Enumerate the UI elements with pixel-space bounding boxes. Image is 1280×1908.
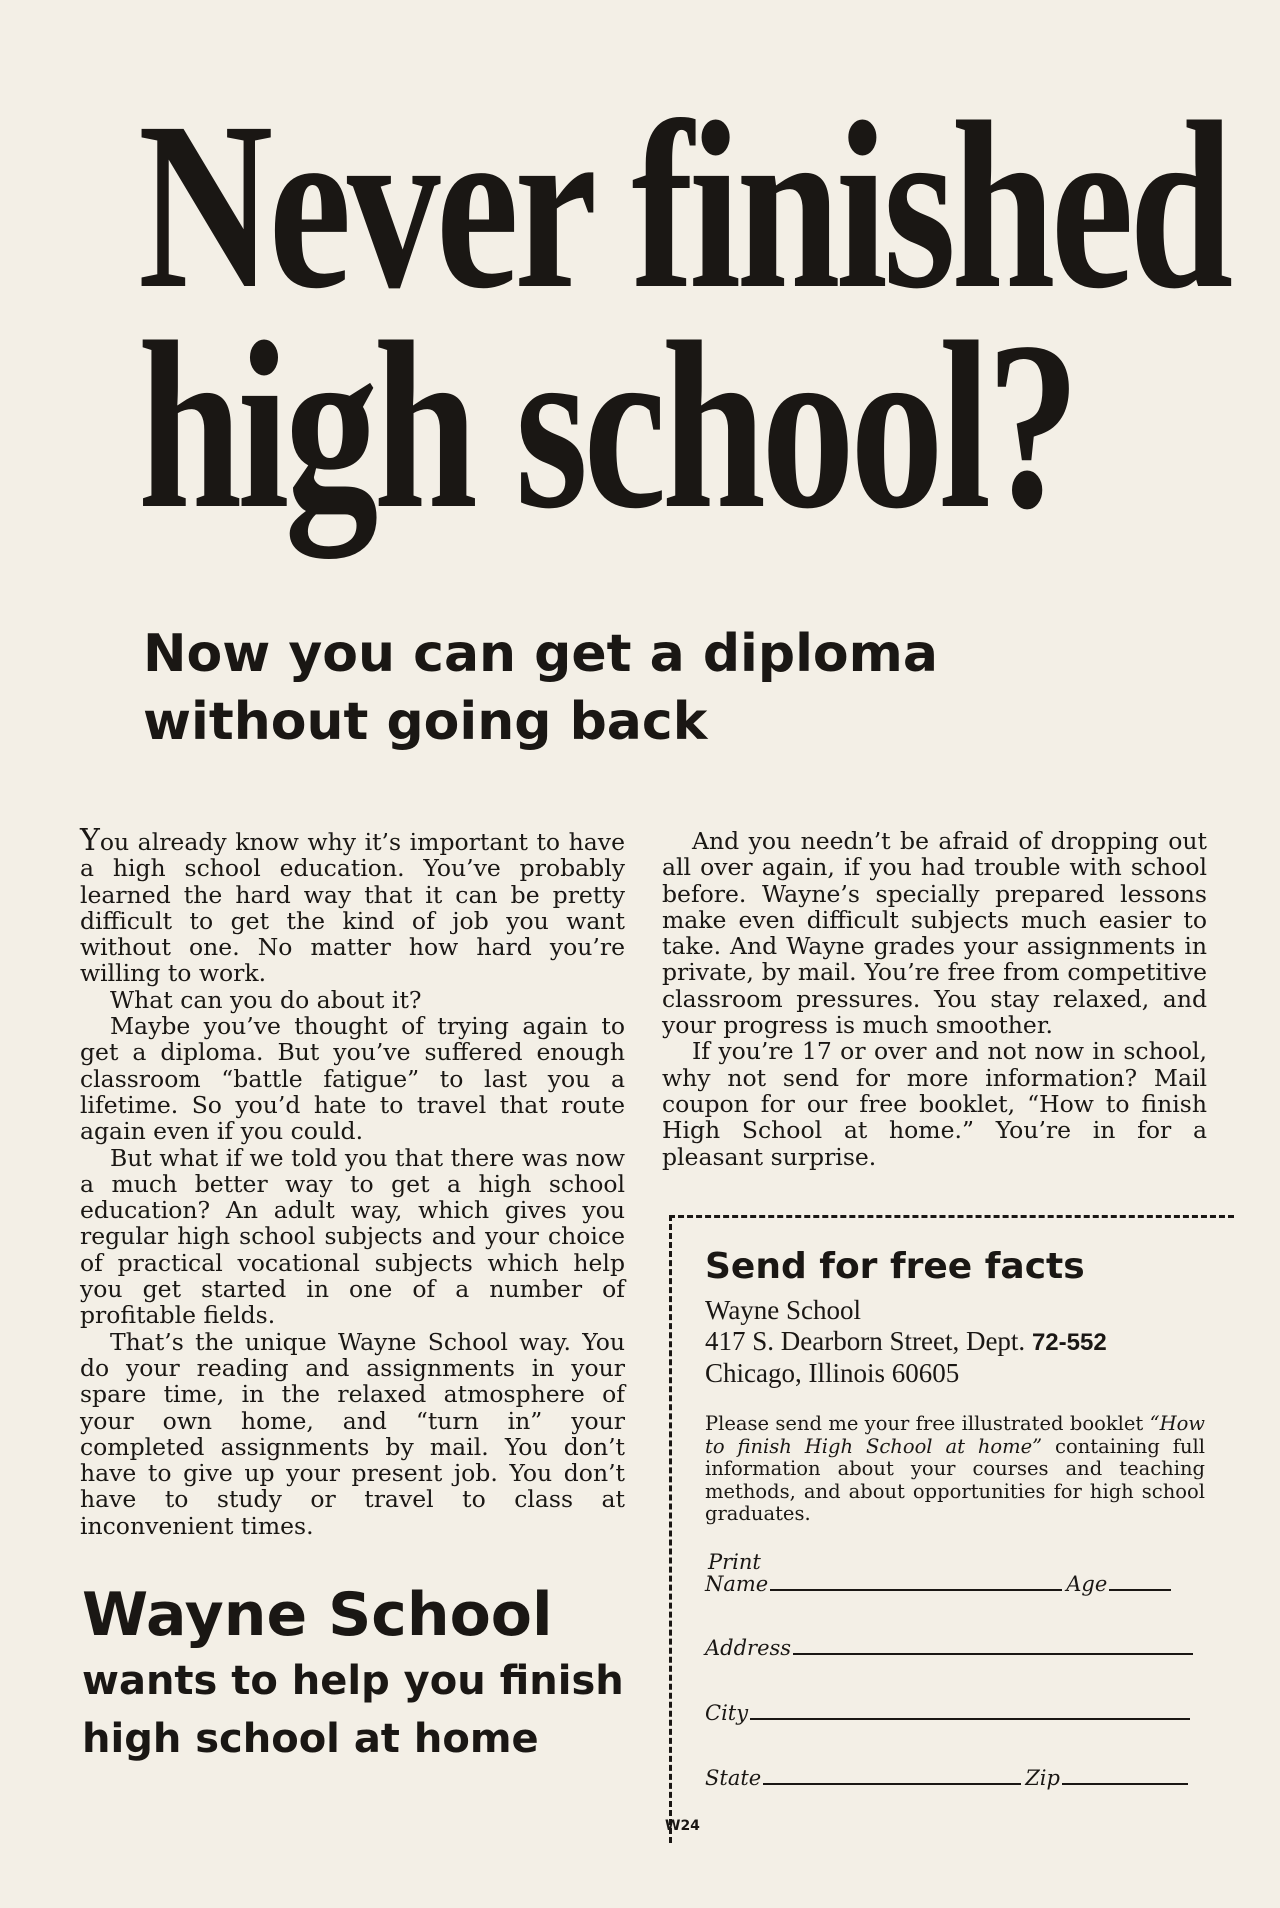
brand-name: Wayne School: [82, 1580, 553, 1650]
age-label: Age: [1066, 1572, 1108, 1596]
state-zip-row: [705, 1767, 1205, 1789]
dept-number: 72-552: [1031, 1329, 1107, 1356]
body-paragraph: Maybe you’ve thought of trying again to get a diploma. But you’ve suffered enough classroom “battle fatigue” to last you a lifetime. So you’d hate to travel that route again even if you could.: [80, 1012, 625, 1146]
address-line-2: [705, 1326, 1205, 1358]
body-paragraph: That’s the unique Wayne School way. You do your reading and assignments in your spare time, in the relaxed atmosphere of your own home, and “turn in” your completed assignments by mail. You don’t have to give up your present job. You don’t have to study or travel to class at inconvenient times.: [80, 1327, 625, 1540]
headline: [138, 72, 1229, 558]
city-field[interactable]: [750, 1718, 1190, 1720]
address-field[interactable]: [793, 1653, 1193, 1655]
city-label: City: [705, 1701, 749, 1725]
coupon-code: W24: [665, 1818, 700, 1834]
body-paragraph: What can you do about it?: [110, 985, 422, 1014]
coupon-request-text: [705, 1413, 1205, 1526]
coupon-address: [705, 1295, 1205, 1389]
city-row: [705, 1702, 1205, 1724]
brand-block: [82, 1578, 624, 1768]
brand-tagline-line-1: wants to help you finish: [82, 1658, 624, 1704]
headline-line-1: Never finished: [138, 72, 1229, 338]
coupon-title: Send for free facts: [705, 1246, 1085, 1287]
age-field[interactable]: [1109, 1589, 1171, 1591]
subheadline-line-2: without going back: [143, 692, 708, 752]
body-column-right: [662, 828, 1207, 1170]
subheadline: [143, 620, 938, 756]
booklet-title: “How to finish High School at home”: [705, 1412, 1205, 1458]
body-column-left: [80, 823, 625, 1540]
zip-field[interactable]: [1062, 1783, 1188, 1785]
brand-tagline-line-2: high school at home: [82, 1716, 539, 1762]
zip-label: Zip: [1025, 1766, 1060, 1790]
subheadline-line-1: Now you can get a diploma: [143, 624, 938, 684]
state-field[interactable]: [763, 1783, 1021, 1785]
address-line-3: Chicago, Illinois 60605: [705, 1358, 960, 1388]
body-paragraph: If you’re 17 or over and not now in school, why not send for more information? Mail coupon for our free booklet, “How to finish High School at home.” You’re in for a pleasant surprise.: [662, 1037, 1207, 1171]
coupon-cut-line-left: [669, 1215, 672, 1843]
street-text: 417 S. Dearborn Street, Dept.: [705, 1326, 1026, 1356]
print-label: Print: [708, 1550, 761, 1574]
mail-coupon: [705, 1243, 1205, 1790]
body-paragraph: You already know why it’s important to have a high school education. You’ve probably learned the hard way that it can be pretty difficult to get the kind of job you want without one. No matter how hard you’re willing to work.: [80, 823, 625, 988]
address-line-1: Wayne School: [705, 1295, 862, 1325]
state-label: State: [705, 1766, 762, 1790]
request-text-end: containing full information about your courses and teaching methods, and about opportunities for high school graduates.: [705, 1434, 1205, 1525]
request-text-start: Please send me your free illustrated booklet: [705, 1412, 1150, 1435]
name-age-row: [705, 1573, 1205, 1595]
address-row: [705, 1637, 1205, 1659]
name-label: Name: [705, 1572, 769, 1596]
name-field[interactable]: [770, 1589, 1062, 1591]
body-paragraph: And you needn’t be afraid of dropping out all over again, if you had trouble with school before. Wayne’s specially prepared lessons make even difficult subjects much easier to take. And Wayne grades your assignments in private, by mail. You’re free from competitive classroom pressures. You stay relaxed, and your progress is much smoother.: [662, 827, 1207, 1040]
body-paragraph: But what if we told you that there was now a much better way to get a high school education? An adult way, which gives you regular high school subjects and your choice of practical vocational subjects which help you get started in one of a number of profitable fields.: [80, 1143, 625, 1330]
address-label: Address: [705, 1636, 792, 1660]
headline-line-2: high school?: [138, 292, 1076, 558]
coupon-cut-line-top: [669, 1215, 1234, 1218]
